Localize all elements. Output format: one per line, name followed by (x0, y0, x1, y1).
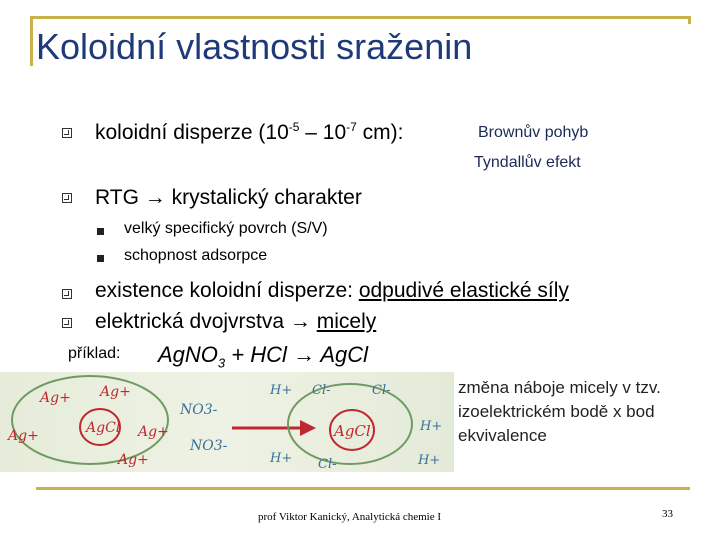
ion-label-no3: NO3- (180, 402, 218, 418)
checkbox-bullet-icon (62, 193, 72, 203)
ion-label-no3: NO3- (190, 438, 228, 454)
checkbox-bullet-icon (62, 289, 72, 299)
reaction-equation: AgNO$_3$ + HCl → AgCl (158, 342, 369, 371)
frame-right-tick (688, 16, 691, 24)
izoelectric-note (458, 376, 661, 448)
ion-label-ag: Ag+ (100, 384, 131, 400)
side-note-tyndall: Tyndallův efekt (474, 154, 581, 171)
izoelectric-note-line: změna náboje micely v tzv. (458, 378, 661, 397)
frame-bottom-line (36, 487, 690, 490)
slide-title: Koloidní vlastnosti sraženin (36, 26, 473, 67)
ion-label-h: H+ (418, 453, 441, 468)
ion-label-ag: Ag+ (138, 424, 169, 440)
ion-label-h: H+ (420, 419, 443, 434)
bullet-elektricka: elektrická dvojvrstva → micely (95, 310, 377, 333)
example-label: příklad: (68, 345, 121, 362)
ion-label-ag: Ag+ (40, 390, 71, 406)
izoelectric-note-line: ekvivalence (458, 426, 547, 445)
bullet-rtg: RTG → krystalický charakter (95, 186, 362, 209)
page-number: 33 (662, 508, 673, 520)
ion-label-cl: Cl- (312, 383, 331, 398)
ion-label-cl: Cl- (318, 457, 337, 472)
checkbox-bullet-icon (62, 128, 72, 138)
frame-top-line (30, 16, 690, 19)
micelle-drawing-svg (0, 372, 454, 472)
frame-left-line (30, 16, 33, 66)
ion-label-ag: Ag+ (118, 452, 149, 468)
checkbox-bullet-icon (62, 318, 72, 328)
izoelectric-note-line: izoelektrickém bodě x bod (458, 402, 655, 421)
ion-label-ag: Ag+ (8, 428, 39, 444)
square-bullet-icon (97, 255, 104, 262)
core-label-agcl: AgCl (334, 422, 371, 440)
micelle-drawing-image (0, 372, 454, 472)
ion-label-h: H+ (270, 451, 293, 466)
side-note-brown: Brownův pohyb (478, 124, 589, 141)
ion-label-cl: Cl- (372, 383, 391, 398)
square-bullet-icon (97, 228, 104, 235)
bullet-koloidni-disperze: koloidní disperze ($10^{-5} - 10^{-7}$ cm): (95, 120, 404, 144)
ion-label-h: H+ (270, 383, 293, 398)
bullet-existence: existence koloidní disperze: odpudivé elastické síly (95, 279, 569, 302)
sub-bullet-adsorpce: schopnost adsorpce (124, 247, 268, 264)
footer-author: prof Viktor Kanický, Analytická chemie I (258, 511, 442, 523)
sub-bullet-povrch: velký specifický povrch (S/V) (124, 220, 328, 237)
core-label-agcl: AgCl (86, 420, 121, 436)
